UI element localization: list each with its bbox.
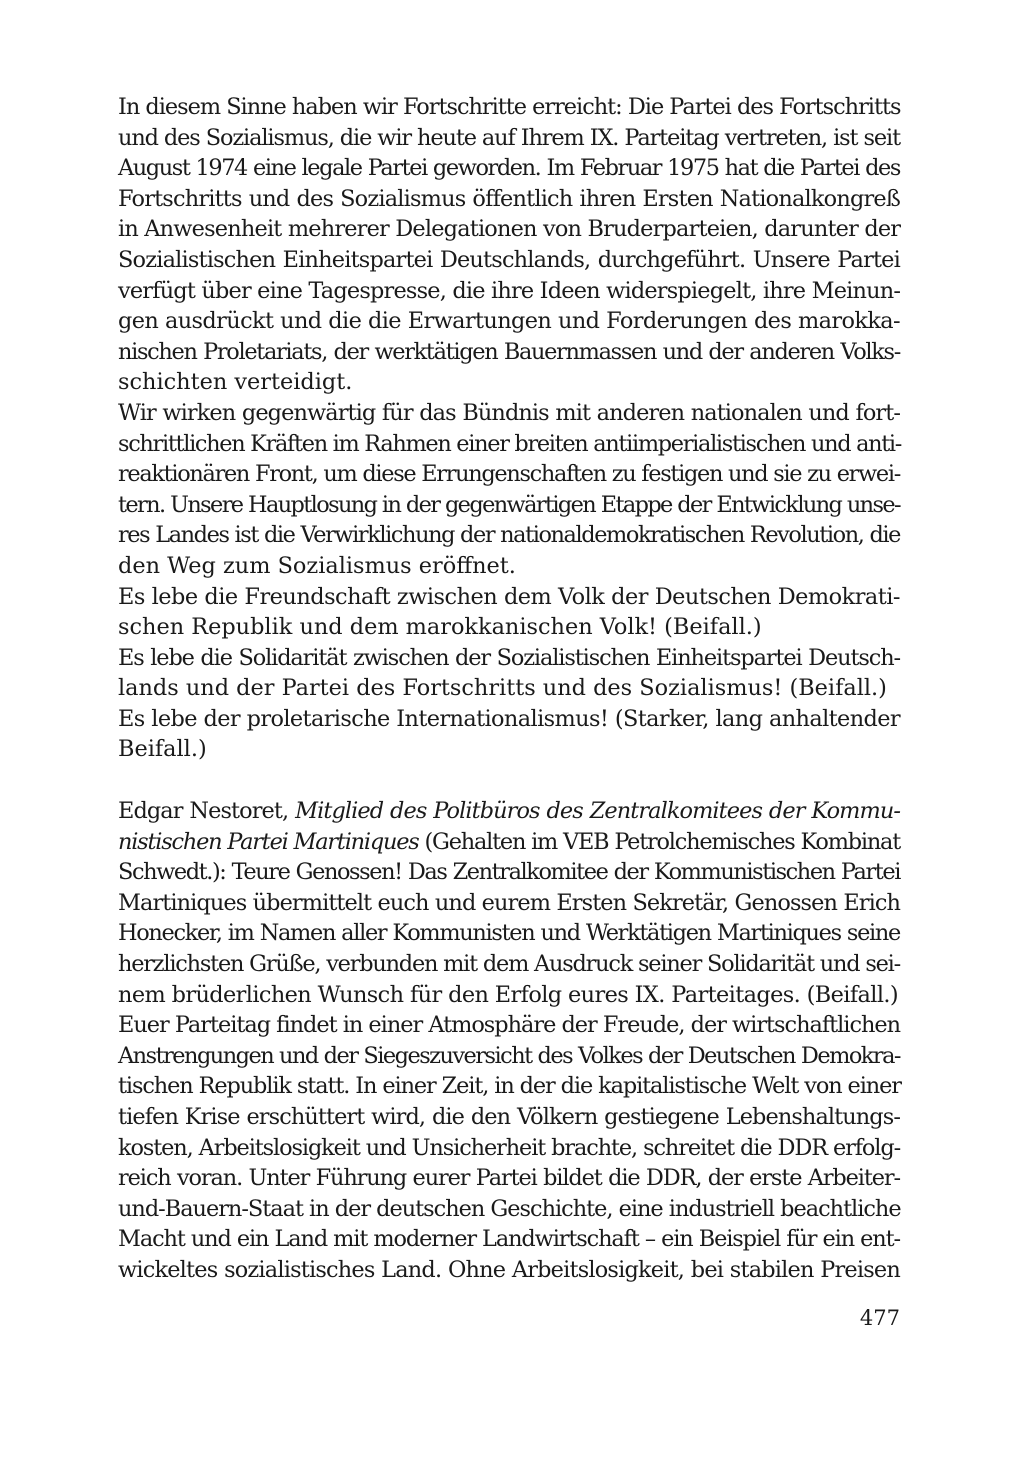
text-line: res Landes ist die Verwirklichung der nationaldemokratischen Revolution, die <box>118 522 900 549</box>
speech-nestoret <box>118 796 900 1286</box>
text-line: Beifall.) <box>118 736 207 763</box>
text-line: schrittlichen Kräften im Rahmen einer breiten antiimperialistischen und anti- <box>118 430 902 457</box>
text-line: Anstrengungen und der Siegeszuversicht des Volkes der Deutschen Demokra- <box>118 1042 900 1069</box>
text-line: Macht und ein Land mit moderner Landwirtschaft – ein Beispiel für ein ent- <box>118 1226 900 1253</box>
text-line: Wir wirken gegenwärtig für das Bündnis mit anderen nationalen und fort- <box>118 399 900 426</box>
text-line: Martiniques übermittelt euch und eurem Ersten Sekretär, Genossen Erich <box>118 889 900 916</box>
text-line: in Anwesenheit mehrerer Delegationen von Bruderparteien, darunter der <box>118 216 901 243</box>
speaker-role-continued: nistischen Partei Martiniques <box>118 828 419 855</box>
text-line: tischen Republik statt. In einer Zeit, in der die kapitalistische Welt von einer <box>118 1073 901 1100</box>
text-line: schichten verteidigt. <box>118 369 353 396</box>
text-line: kosten, Arbeitslosigkeit und Unsicherheit brachte, schreitet die DDR erfolg- <box>118 1134 901 1161</box>
paragraph <box>118 643 900 704</box>
paragraph <box>118 704 900 765</box>
text-line: wickeltes sozialistisches Land. Ohne Arbeitslosigkeit, bei stabilen Preisen <box>118 1256 900 1283</box>
text-line: lands und der Partei des Fortschritts und des Sozialismus! (Beifall.) <box>118 675 887 702</box>
text-line: und des Sozialismus, die wir heute auf Ihrem IX. Parteitag vertreten, ist seit <box>118 124 900 151</box>
speaker-heading-line <box>118 796 900 827</box>
speech-continuation <box>118 92 900 765</box>
text-line: August 1974 eine legale Partei geworden. Im Februar 1975 hat die Partei des <box>118 155 900 182</box>
text-line: Euer Parteitag findet in einer Atmosphäre der Freude, der wirtschaftlichen <box>118 1012 901 1039</box>
text-line: Sozialistischen Einheitspartei Deutschlands, durchgeführt. Unsere Partei <box>118 246 900 273</box>
paragraph <box>118 398 900 582</box>
paragraph <box>118 1010 900 1285</box>
paragraph <box>118 92 900 398</box>
text-line: In diesem Sinne haben wir Fortschritte erreicht: Die Partei des Fortschritts <box>118 94 901 120</box>
text-line: schen Republik und dem marokkanischen Volk! (Beifall.) <box>118 614 762 641</box>
paragraph <box>118 796 900 1010</box>
text-line: Schwedt.): Teure Genossen! Das Zentralkomitee der Kommunistischen Partei <box>118 859 900 886</box>
page-number: 477 <box>859 1306 900 1330</box>
speech-location: (Gehalten im VEB Petrolchemisches Kombinat <box>418 828 900 855</box>
text-line: Fortschritts und des Sozialismus öffentlich ihren Ersten Nationalkongreß <box>118 185 900 212</box>
text-line: den Weg zum Sozialismus eröffnet. <box>118 552 516 579</box>
text-line: nem brüderlichen Wunsch für den Erfolg eures IX. Parteitages. (Beifall.) <box>118 981 899 1008</box>
text-line: tern. Unsere Hauptlosung in der gegenwärtigen Etappe der Entwicklung unse- <box>118 491 900 518</box>
text-line: Es lebe die Solidarität zwischen der Sozialistischen Einheitspartei Deutsch- <box>118 644 900 671</box>
text-line: gen ausdrückt und die die Erwartungen und Forderungen des marokka- <box>118 308 900 335</box>
speaker-name: Edgar Nestoret, <box>118 798 289 824</box>
speaker-heading-line <box>118 827 900 858</box>
text-line: reaktionären Front, um diese Errungenschaften zu festigen und sie zu erwei- <box>118 461 900 488</box>
paragraph <box>118 582 900 643</box>
text-line: nischen Proletariats, der werktätigen Bauernmassen und der anderen Volks- <box>118 338 900 365</box>
text-line: tiefen Krise erschüttert wird, die den Völkern gestiegene Lebenshaltungs- <box>118 1103 900 1130</box>
text-line: Honecker, im Namen aller Kommunisten und Werktätigen Martiniques seine <box>118 920 900 947</box>
text-line: reich voran. Unter Führung eurer Partei bildet die DDR, der erste Arbeiter- <box>118 1165 900 1192</box>
text-line: verfügt über eine Tagespresse, die ihre Ideen widerspiegelt, ihre Meinun- <box>118 277 901 304</box>
text-line: herzlichsten Grüße, verbunden mit dem Ausdruck seiner Solidarität und sei- <box>118 950 900 977</box>
text-line: Es lebe die Freundschaft zwischen dem Volk der Deutschen Demokrati- <box>118 583 900 610</box>
text-line: und-Bauern-Staat in der deutschen Geschichte, eine industriell beachtliche <box>118 1195 901 1222</box>
speaker-role: Mitglied des Politbüros des Zentralkomitees der Kommu- <box>295 798 901 824</box>
text-line: Es lebe der proletarische Internationalismus! (Starker, lang anhaltender <box>118 705 900 732</box>
